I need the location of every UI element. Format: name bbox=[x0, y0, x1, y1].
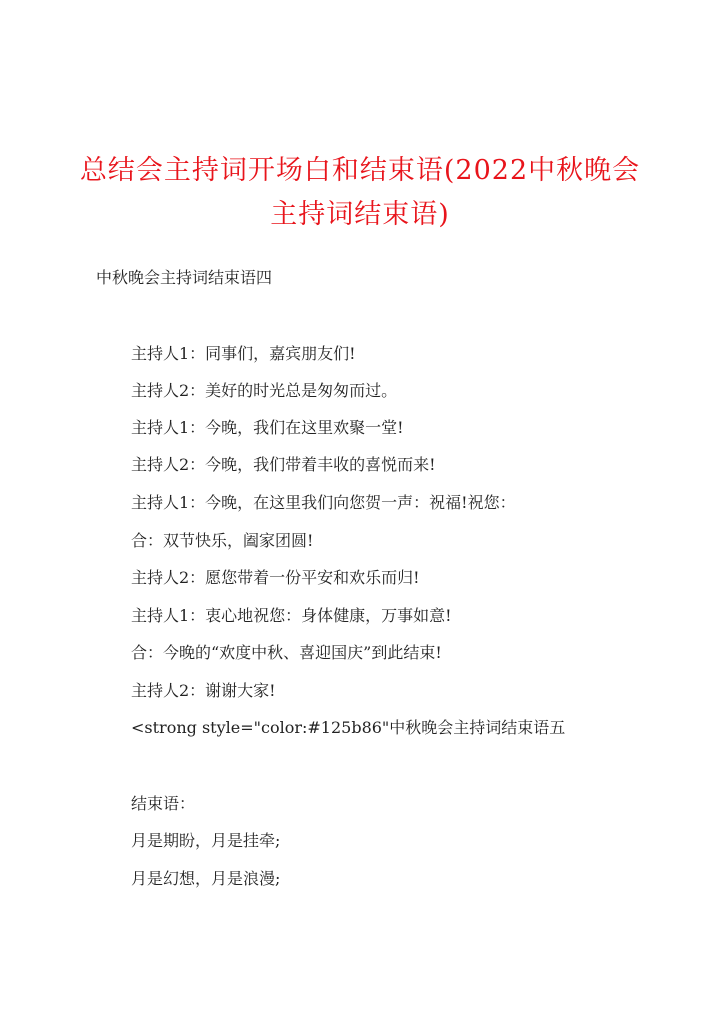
document-title-line-1: 总结会主持词开场白和结束语(2022中秋晚会 bbox=[79, 155, 641, 186]
section-subheading: 中秋晚会主持词结束语四 bbox=[96, 268, 273, 287]
dialogue-line: 主持人2：美好的时光总是匆匆而过。 bbox=[131, 381, 398, 400]
closing-line: 月是期盼，月是挂牵; bbox=[131, 831, 281, 850]
dialogue-line: 合：今晚的“欢度中秋、喜迎国庆”到此结束! bbox=[131, 643, 442, 662]
dialogue-line: 主持人1：今晚，在这里我们向您贺一声：祝福!祝您： bbox=[131, 493, 516, 512]
raw-markup-line: <strong style="color:#125b86"中秋晚会主持词结束语五 bbox=[131, 718, 566, 737]
closing-heading: 结束语： bbox=[131, 794, 196, 813]
dialogue-line: 主持人1：同事们，嘉宾朋友们! bbox=[131, 344, 356, 363]
dialogue-line: 主持人2：愿您带着一份平安和欢乐而归! bbox=[131, 568, 420, 587]
dialogue-line: 主持人2：今晚，我们带着丰收的喜悦而来! bbox=[131, 455, 436, 474]
dialogue-line: 主持人2：谢谢大家! bbox=[131, 681, 276, 700]
dialogue-line: 主持人1：今晚，我们在这里欢聚一堂! bbox=[131, 418, 404, 437]
dialogue-line: 合：双节快乐，阖家团圆! bbox=[131, 531, 314, 550]
document-title-line-2: 主持词结束语) bbox=[270, 199, 450, 230]
closing-line: 月是幻想，月是浪漫; bbox=[131, 869, 281, 888]
dialogue-line: 主持人1：衷心地祝您：身体健康，万事如意! bbox=[131, 606, 452, 625]
